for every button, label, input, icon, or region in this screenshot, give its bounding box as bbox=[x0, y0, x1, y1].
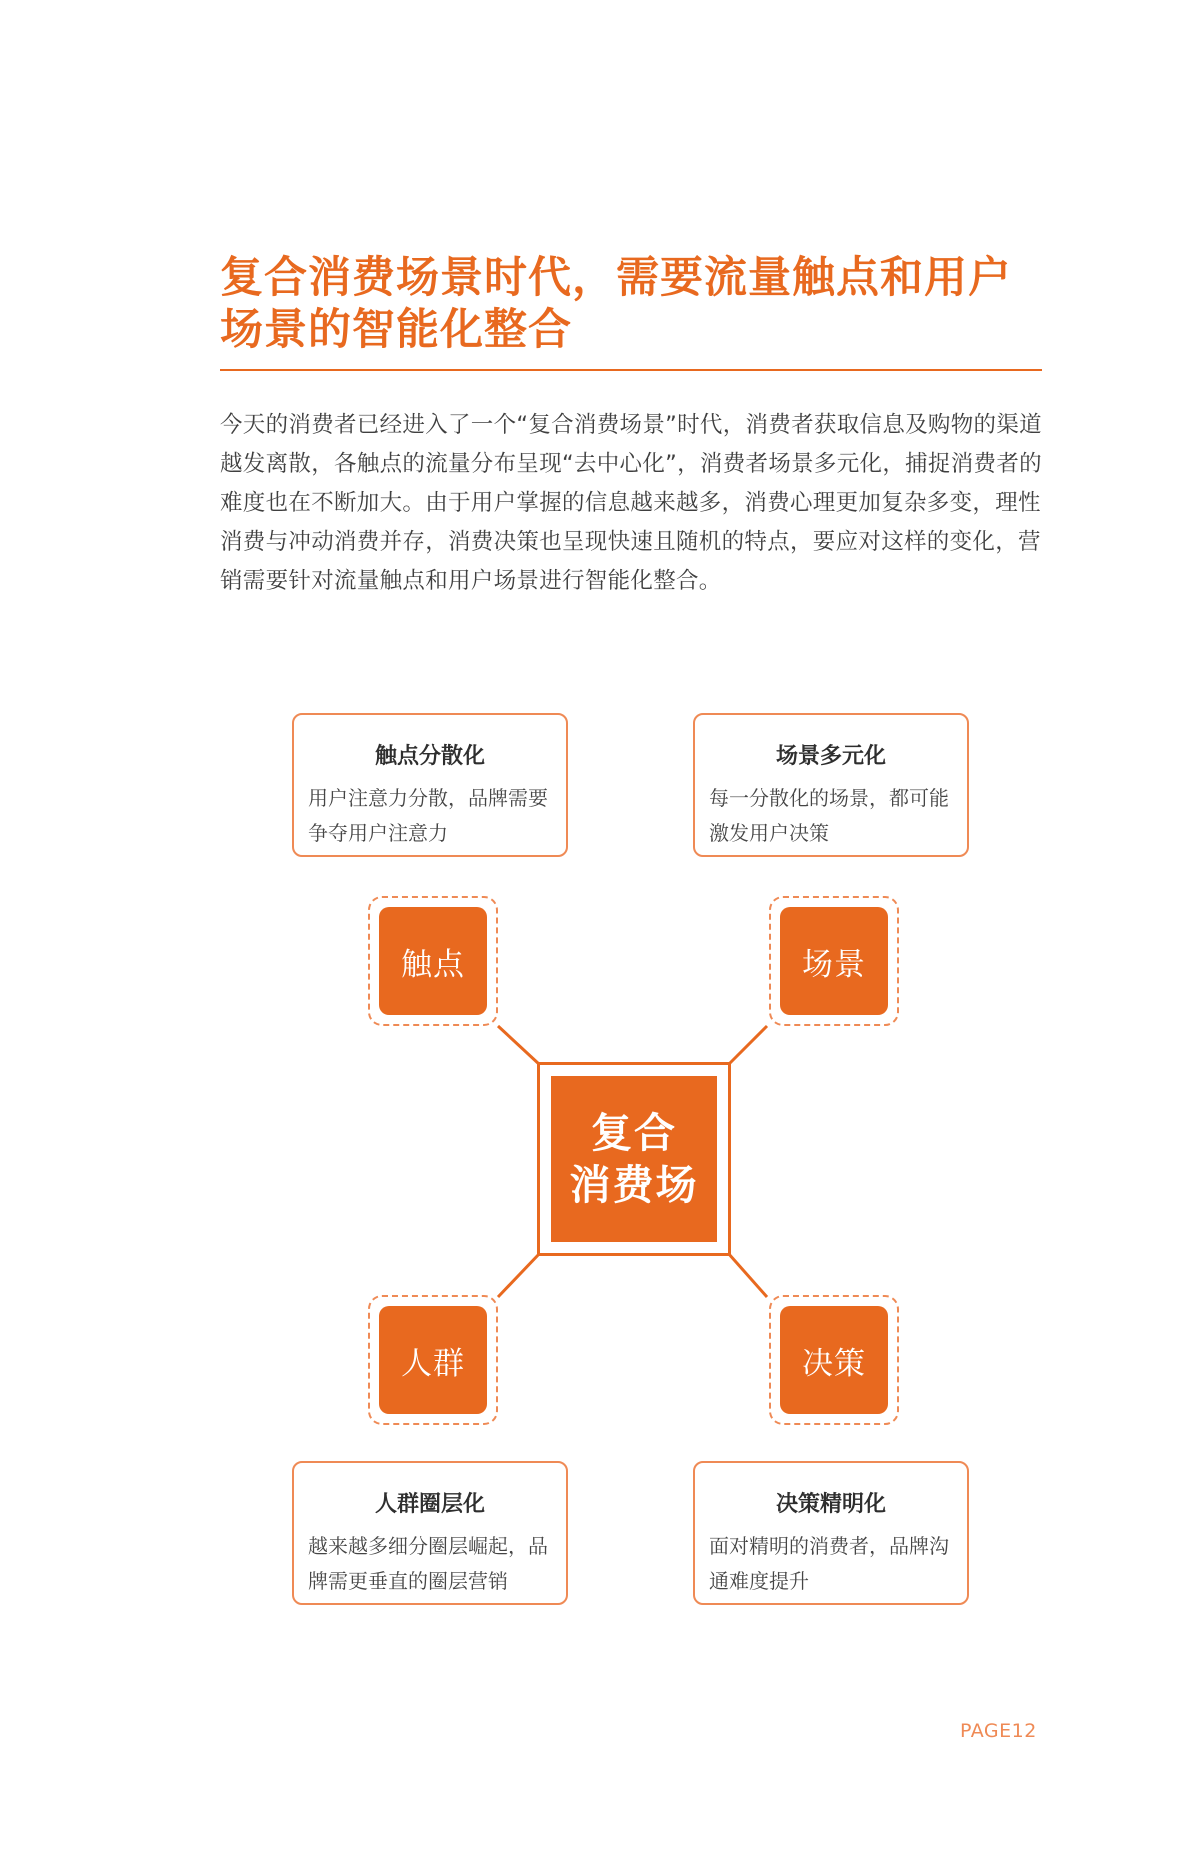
connector-bottom-right bbox=[728, 1253, 767, 1297]
center-line-1: 复合 bbox=[591, 1109, 677, 1157]
node-touchpoint-frame bbox=[368, 896, 498, 1026]
node-scene-frame bbox=[769, 896, 899, 1026]
connector-top-left bbox=[498, 1026, 540, 1065]
card-scene bbox=[693, 713, 969, 857]
page-title: 复合消费场景时代，需要流量触点和用户场景的智能化整合 bbox=[220, 253, 1012, 355]
card-title: 触点分散化 bbox=[374, 744, 485, 769]
card-desc: 面对精明的消费者，品牌沟通难度提升 bbox=[709, 1534, 949, 1593]
intro-paragraph: 今天的消费者已经进入了一个“复合消费场景”时代，消费者获取信息及购物的渠道越发离散，各触点的流量分布呈现“去中心化”，消费者场景多元化，捕捉消费者的难度也在不断加大。由于用户掌握的信息越来越多，消费心理更加复杂多变，理性消费与冲动消费并存，消费决策也呈现快速且随机的特点，要应对这样的变化，营销需要针对流量触点和用户场景进行智能化整合。 bbox=[220, 412, 1042, 594]
card-crowd bbox=[292, 1461, 568, 1605]
center-node bbox=[551, 1076, 717, 1242]
card-title: 场景多元化 bbox=[775, 744, 886, 769]
card-decision bbox=[693, 1461, 969, 1605]
node-crowd-frame bbox=[368, 1295, 498, 1425]
node-decision: 决策 bbox=[780, 1306, 888, 1414]
node-scene: 场景 bbox=[780, 907, 888, 1015]
card-title: 决策精明化 bbox=[775, 1492, 886, 1517]
center-line-2: 消费场 bbox=[569, 1161, 699, 1209]
page-number: PAGE12 bbox=[960, 1720, 1037, 1742]
card-desc: 用户注意力分散，品牌需要争夺用户注意力 bbox=[308, 786, 548, 845]
connector-top-right bbox=[728, 1026, 767, 1065]
card-title: 人群圈层化 bbox=[374, 1492, 485, 1517]
card-touchpoint bbox=[292, 713, 568, 857]
node-decision-frame bbox=[769, 1295, 899, 1425]
node-crowd: 人群 bbox=[379, 1306, 487, 1414]
center-node-frame bbox=[537, 1062, 731, 1256]
card-desc: 越来越多细分圈层崛起，品牌需更垂直的圈层营销 bbox=[308, 1534, 548, 1593]
connector-bottom-left bbox=[498, 1253, 540, 1297]
card-desc: 每一分散化的场景，都可能激发用户决策 bbox=[709, 786, 949, 845]
node-touchpoint: 触点 bbox=[379, 907, 487, 1015]
